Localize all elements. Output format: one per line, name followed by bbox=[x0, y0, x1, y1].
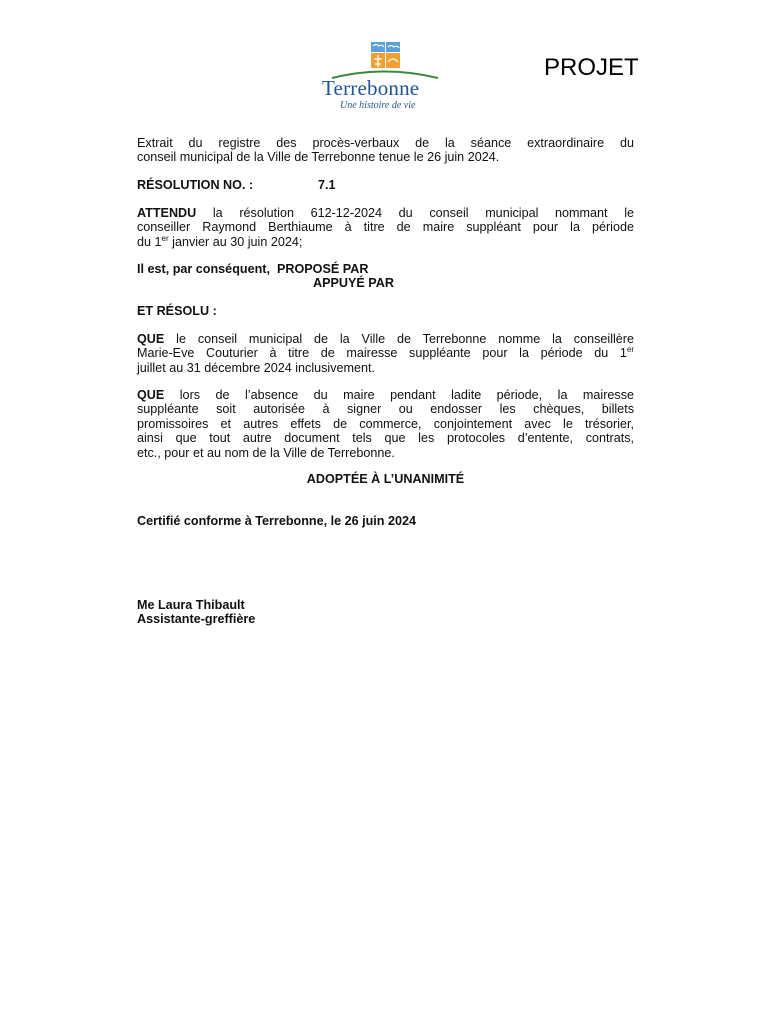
que1-line-2-text: Marie-Eve Couturier à titre de mairesse suppléante pour la période du 1 bbox=[137, 346, 627, 361]
que2-line-1 bbox=[137, 388, 634, 402]
que1-paragraph bbox=[137, 332, 634, 375]
motion-propose: PROPOSÉ PAR bbox=[276, 262, 369, 276]
intro-paragraph bbox=[137, 136, 634, 165]
que2-line-1-text: lors de l’absence du maire pendant ladite période, la mairesse bbox=[164, 388, 634, 402]
terrebonne-logo bbox=[318, 40, 452, 116]
attendu-line-3-a: du 1 bbox=[137, 234, 162, 249]
attendu-keyword: ATTENDU bbox=[137, 206, 197, 220]
que1-line-2 bbox=[137, 346, 634, 360]
attendu-line-3-b: janvier au 30 juin 2024; bbox=[168, 234, 303, 249]
que2-line-2: suppléante soit autorisée à signer ou endosser les chèques, billets bbox=[137, 402, 634, 417]
logo-emblem-icon bbox=[318, 40, 452, 80]
que2-paragraph bbox=[137, 388, 634, 460]
que1-keyword: QUE bbox=[137, 332, 165, 346]
attendu-paragraph bbox=[137, 206, 634, 249]
logo-wordmark: Terrebonne bbox=[322, 76, 420, 100]
que2-line-4: ainsi que tout autre document tels que les protocoles d’entente, contrats, bbox=[137, 431, 634, 446]
signature-block bbox=[137, 598, 634, 627]
draft-stamp: PROJET bbox=[544, 54, 639, 81]
motion-block bbox=[137, 262, 634, 291]
adoption-line: ADOPTÉE À L’UNANIMITÉ bbox=[306, 472, 465, 486]
motion-prefix: Il est, par conséquent, bbox=[137, 262, 270, 276]
attendu-superscript: er bbox=[161, 233, 169, 243]
motion-line-1 bbox=[137, 262, 634, 276]
logo-tagline: Une histoire de vie bbox=[340, 100, 416, 111]
intro-line-1: Extrait du registre des procès-verbaux de la séance extraordinaire du bbox=[137, 136, 634, 150]
signatory-title: Assistante-greffière bbox=[137, 612, 256, 627]
resolu-heading: ET RÉSOLU : bbox=[137, 304, 217, 318]
attendu-line-2: conseiller Raymond Berthiaume à titre de maire suppléant pour la période bbox=[137, 220, 634, 235]
resolution-label: RÉSOLUTION NO. : bbox=[137, 178, 254, 192]
que2-line-5: etc., pour et au nom de la Ville de Terrebonne. bbox=[137, 445, 395, 460]
signatory-name: Me Laura Thibault bbox=[137, 598, 245, 612]
que2-keyword: QUE bbox=[137, 388, 165, 402]
resolution-number: 7.1 bbox=[318, 178, 336, 192]
attendu-line-1 bbox=[137, 206, 634, 220]
que1-line-3: juillet au 31 décembre 2024 inclusivement. bbox=[137, 360, 376, 375]
que1-line-1-text: le conseil municipal de la Ville de Terrebonne nomme la conseillère bbox=[164, 332, 634, 346]
certification-line: Certifié conforme à Terrebonne, le 26 juin 2024 bbox=[137, 514, 417, 528]
attendu-line-1-text: la résolution 612-12-2024 du conseil municipal nommant le bbox=[196, 206, 634, 220]
motion-appuye: APPUYÉ PAR bbox=[313, 276, 394, 291]
attendu-line-3 bbox=[137, 235, 634, 249]
que2-line-3: promissoires et autres effets de commerce, conjointement avec le trésorier, bbox=[137, 416, 634, 431]
que1-superscript: er bbox=[626, 345, 634, 355]
que1-line-1 bbox=[137, 332, 634, 346]
intro-line-2: conseil municipal de la Ville de Terrebonne tenue le 26 juin 2024. bbox=[137, 150, 500, 165]
